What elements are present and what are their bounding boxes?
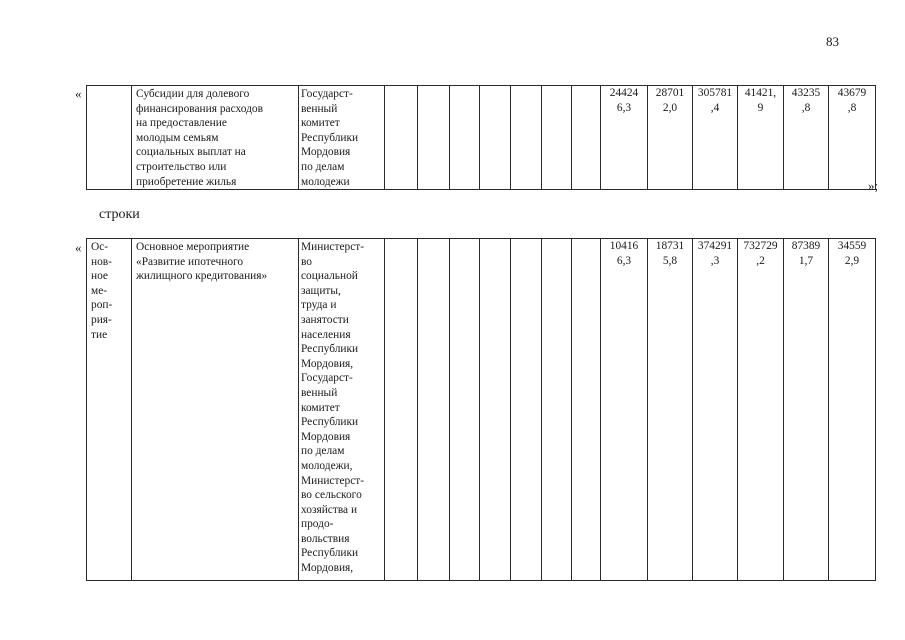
- executor-cell: Государст- венный комитет Республики Мордовия по делам молодежи: [299, 86, 385, 190]
- program-table-2: [86, 238, 876, 581]
- code-cell: [418, 239, 450, 581]
- value-cell: 18731 5,8: [648, 239, 693, 581]
- code-cell: [385, 86, 418, 190]
- close-quote-1: »;: [868, 178, 879, 193]
- code-cell: [542, 86, 572, 190]
- code-cell: [511, 86, 542, 190]
- code-cell: [450, 86, 480, 190]
- value-cell: 34559 2,9: [829, 239, 876, 581]
- code-cell: [572, 86, 601, 190]
- code-cell: [385, 239, 418, 581]
- measure-title-cell: Субсидии для долевого финансирования расходов на предоставление молодым семьям социальных выплат на строительство или приобретение жилья: [132, 86, 299, 190]
- value-cell: 24424 6,3: [601, 86, 648, 190]
- value-cell: 87389 1,7: [784, 239, 829, 581]
- page-number: 83: [826, 34, 839, 49]
- value-cell: 374291 ,3: [693, 239, 738, 581]
- measure-title-cell: Основное мероприятие «Развитие ипотечного жилищного кредитования»: [132, 239, 299, 581]
- value-cell: 41421, 9: [738, 86, 784, 190]
- value-cell: 43679 ,8: [829, 86, 876, 190]
- value-cell: 305781 ,4: [693, 86, 738, 190]
- measure-type-cell: Ос- нов- ное ме- роп- рия- тие: [87, 239, 132, 581]
- executor-cell: Министерст- во социальной защиты, труда и занятости населения Республики Мордовия, Государст- венный комитет Республики Мордовия по делам молодежи, Министерст- во сельского хозяйства и продо- вольствия Республики Мордовия,: [299, 239, 385, 581]
- table-row: [87, 86, 876, 190]
- code-cell: [480, 239, 511, 581]
- code-cell: [511, 239, 542, 581]
- code-cell: [418, 86, 450, 190]
- measure-type-cell: [87, 86, 132, 190]
- table-row: [87, 239, 876, 581]
- value-cell: 28701 2,0: [648, 86, 693, 190]
- code-cell: [572, 239, 601, 581]
- value-cell: 10416 6,3: [601, 239, 648, 581]
- value-cell: 43235 ,8: [784, 86, 829, 190]
- code-cell: [450, 239, 480, 581]
- open-quote-2: «: [75, 240, 82, 255]
- value-cell: 732729 ,2: [738, 239, 784, 581]
- code-cell: [480, 86, 511, 190]
- open-quote-1: «: [75, 86, 82, 101]
- rows-label: строки: [99, 207, 140, 222]
- program-table-1: [86, 85, 876, 190]
- code-cell: [542, 239, 572, 581]
